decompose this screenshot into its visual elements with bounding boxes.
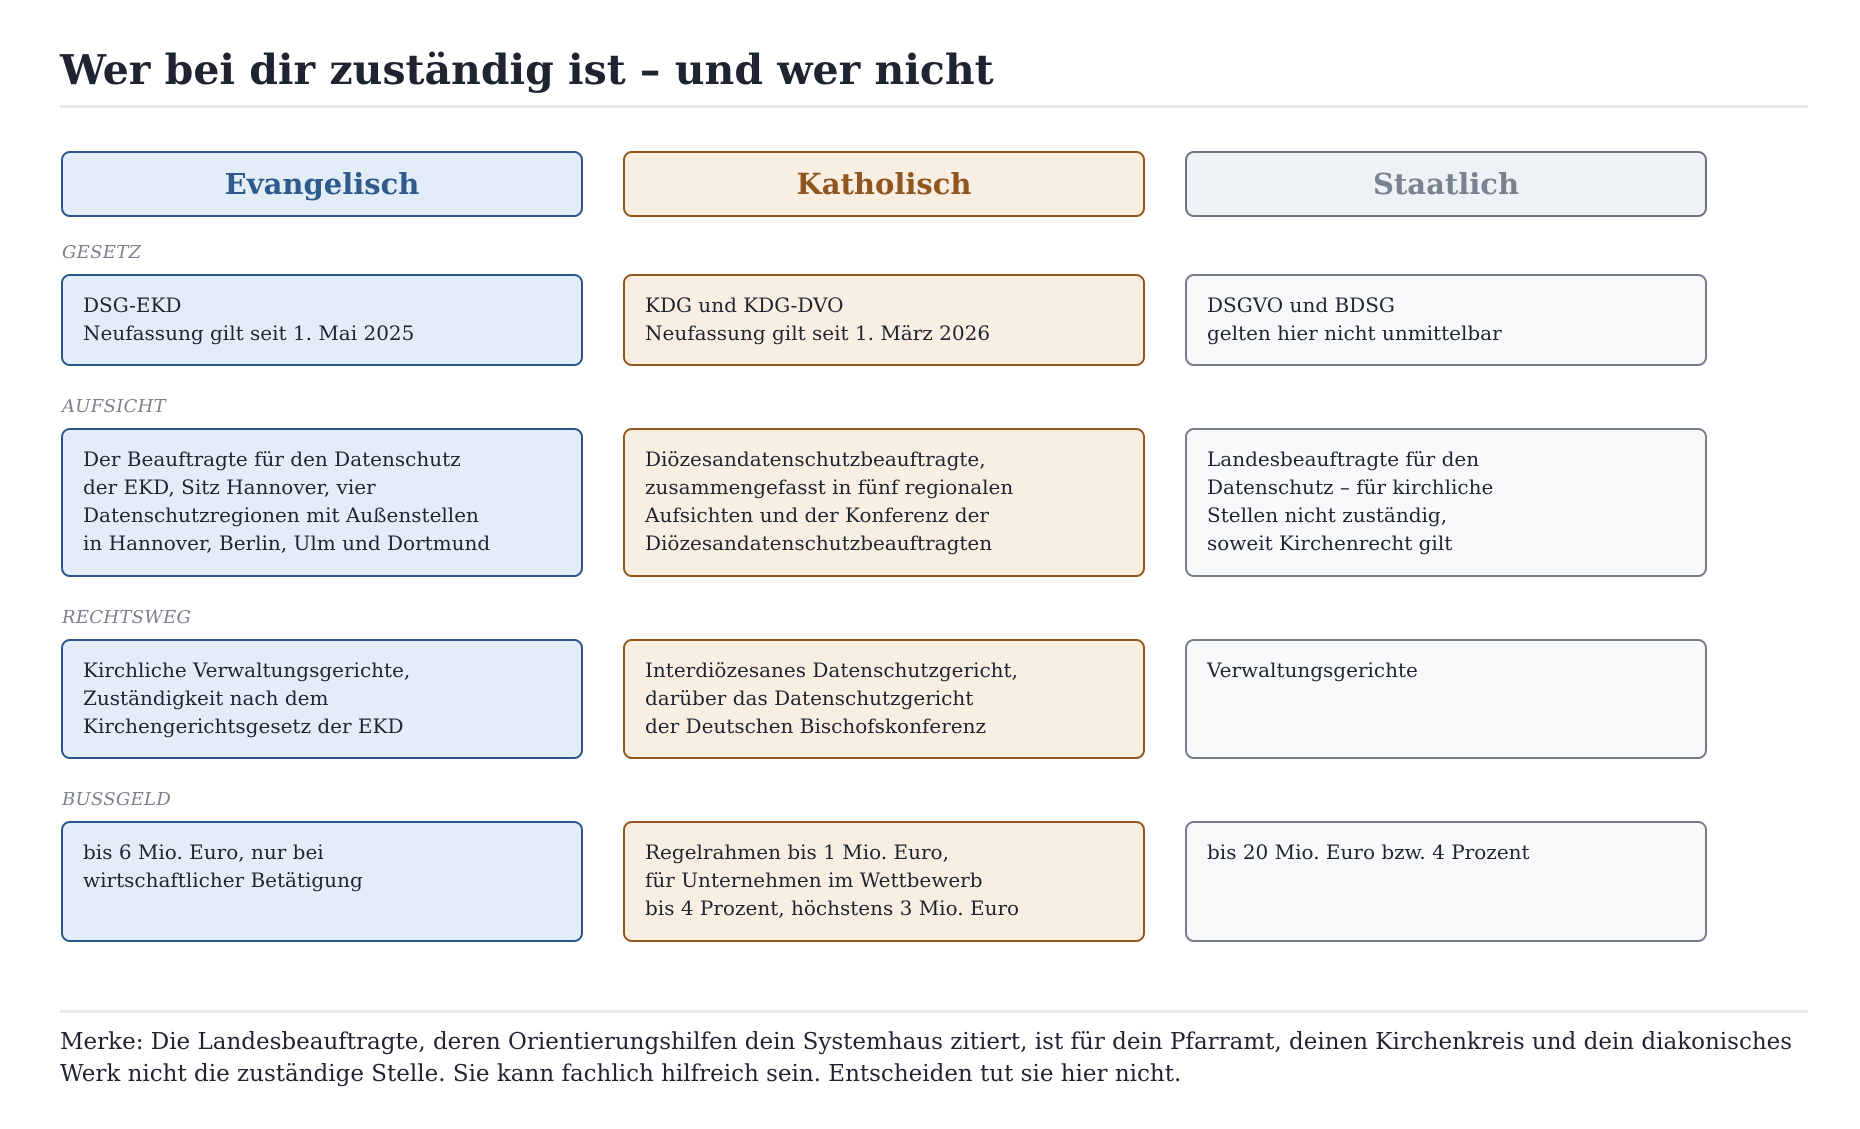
row-label-gesetz: GESETZ <box>62 242 142 263</box>
column-header-katholisch: Katholisch <box>623 151 1145 217</box>
cell-bussgeld-staatlich: bis 20 Mio. Euro bzw. 4 Prozent <box>1185 821 1707 942</box>
title-divider <box>60 105 1808 108</box>
note-text: Merke: Die Landesbeauftragte, deren Orientierungshilfen dein Systemhaus zitiert, ist für dein Pfarramt, deinen Kirchenkreis und dein diakonisches Werk nicht die zuständige Stelle. Sie kann fachlich hilfreich sein. Entscheiden tut sie hier nicht. <box>60 1029 1793 1087</box>
cell-gesetz-staatlich: DSGVO und BDSG gelten hier nicht unmittelbar <box>1185 274 1707 366</box>
cell-rechtsweg-evangelisch: Kirchliche Verwaltungsgerichte, Zuständigkeit nach dem Kirchengerichtsgesetz der EKD <box>61 639 583 759</box>
column-header-staatlich: Staatlich <box>1185 151 1707 217</box>
cell-bussgeld-evangelisch: bis 6 Mio. Euro, nur bei wirtschaftlicher Betätigung <box>61 821 583 942</box>
cell-aufsicht-staatlich: Landesbeauftragte für den Datenschutz – für kirchliche Stellen nicht zuständig, soweit Kirchenrecht gilt <box>1185 428 1707 577</box>
row-label-rechtsweg: RECHTSWEG <box>62 607 192 628</box>
cell-bussgeld-katholisch: Regelrahmen bis 1 Mio. Euro, für Unternehmen im Wettbewerb bis 4 Prozent, höchstens 3 Mio. Euro <box>623 821 1145 942</box>
cell-gesetz-katholisch: KDG und KDG-DVO Neufassung gilt seit 1. März 2026 <box>623 274 1145 366</box>
cell-rechtsweg-staatlich: Verwaltungsgerichte <box>1185 639 1707 759</box>
footer-divider <box>60 1010 1808 1013</box>
cell-rechtsweg-katholisch: Interdiözesanes Datenschutzgericht, darüber das Datenschutzgericht der Deutschen Bischofskonferenz <box>623 639 1145 759</box>
page-title: Wer bei dir zuständig ist – und wer nicht <box>60 46 994 94</box>
cell-aufsicht-katholisch: Diözesandatenschutzbeauftragte, zusammengefasst in fünf regionalen Aufsichten und der Konferenz der Diözesandatenschutzbeauftragten <box>623 428 1145 577</box>
row-label-aufsicht: AUFSICHT <box>62 396 166 417</box>
column-header-evangelisch: Evangelisch <box>61 151 583 217</box>
cell-aufsicht-evangelisch: Der Beauftragte für den Datenschutz der EKD, Sitz Hannover, vier Datenschutzregionen mit Außenstellen in Hannover, Berlin, Ulm und Dortmund <box>61 428 583 577</box>
row-label-bussgeld: BUSSGELD <box>62 789 172 810</box>
cell-gesetz-evangelisch: DSG-EKD Neufassung gilt seit 1. Mai 2025 <box>61 274 583 366</box>
